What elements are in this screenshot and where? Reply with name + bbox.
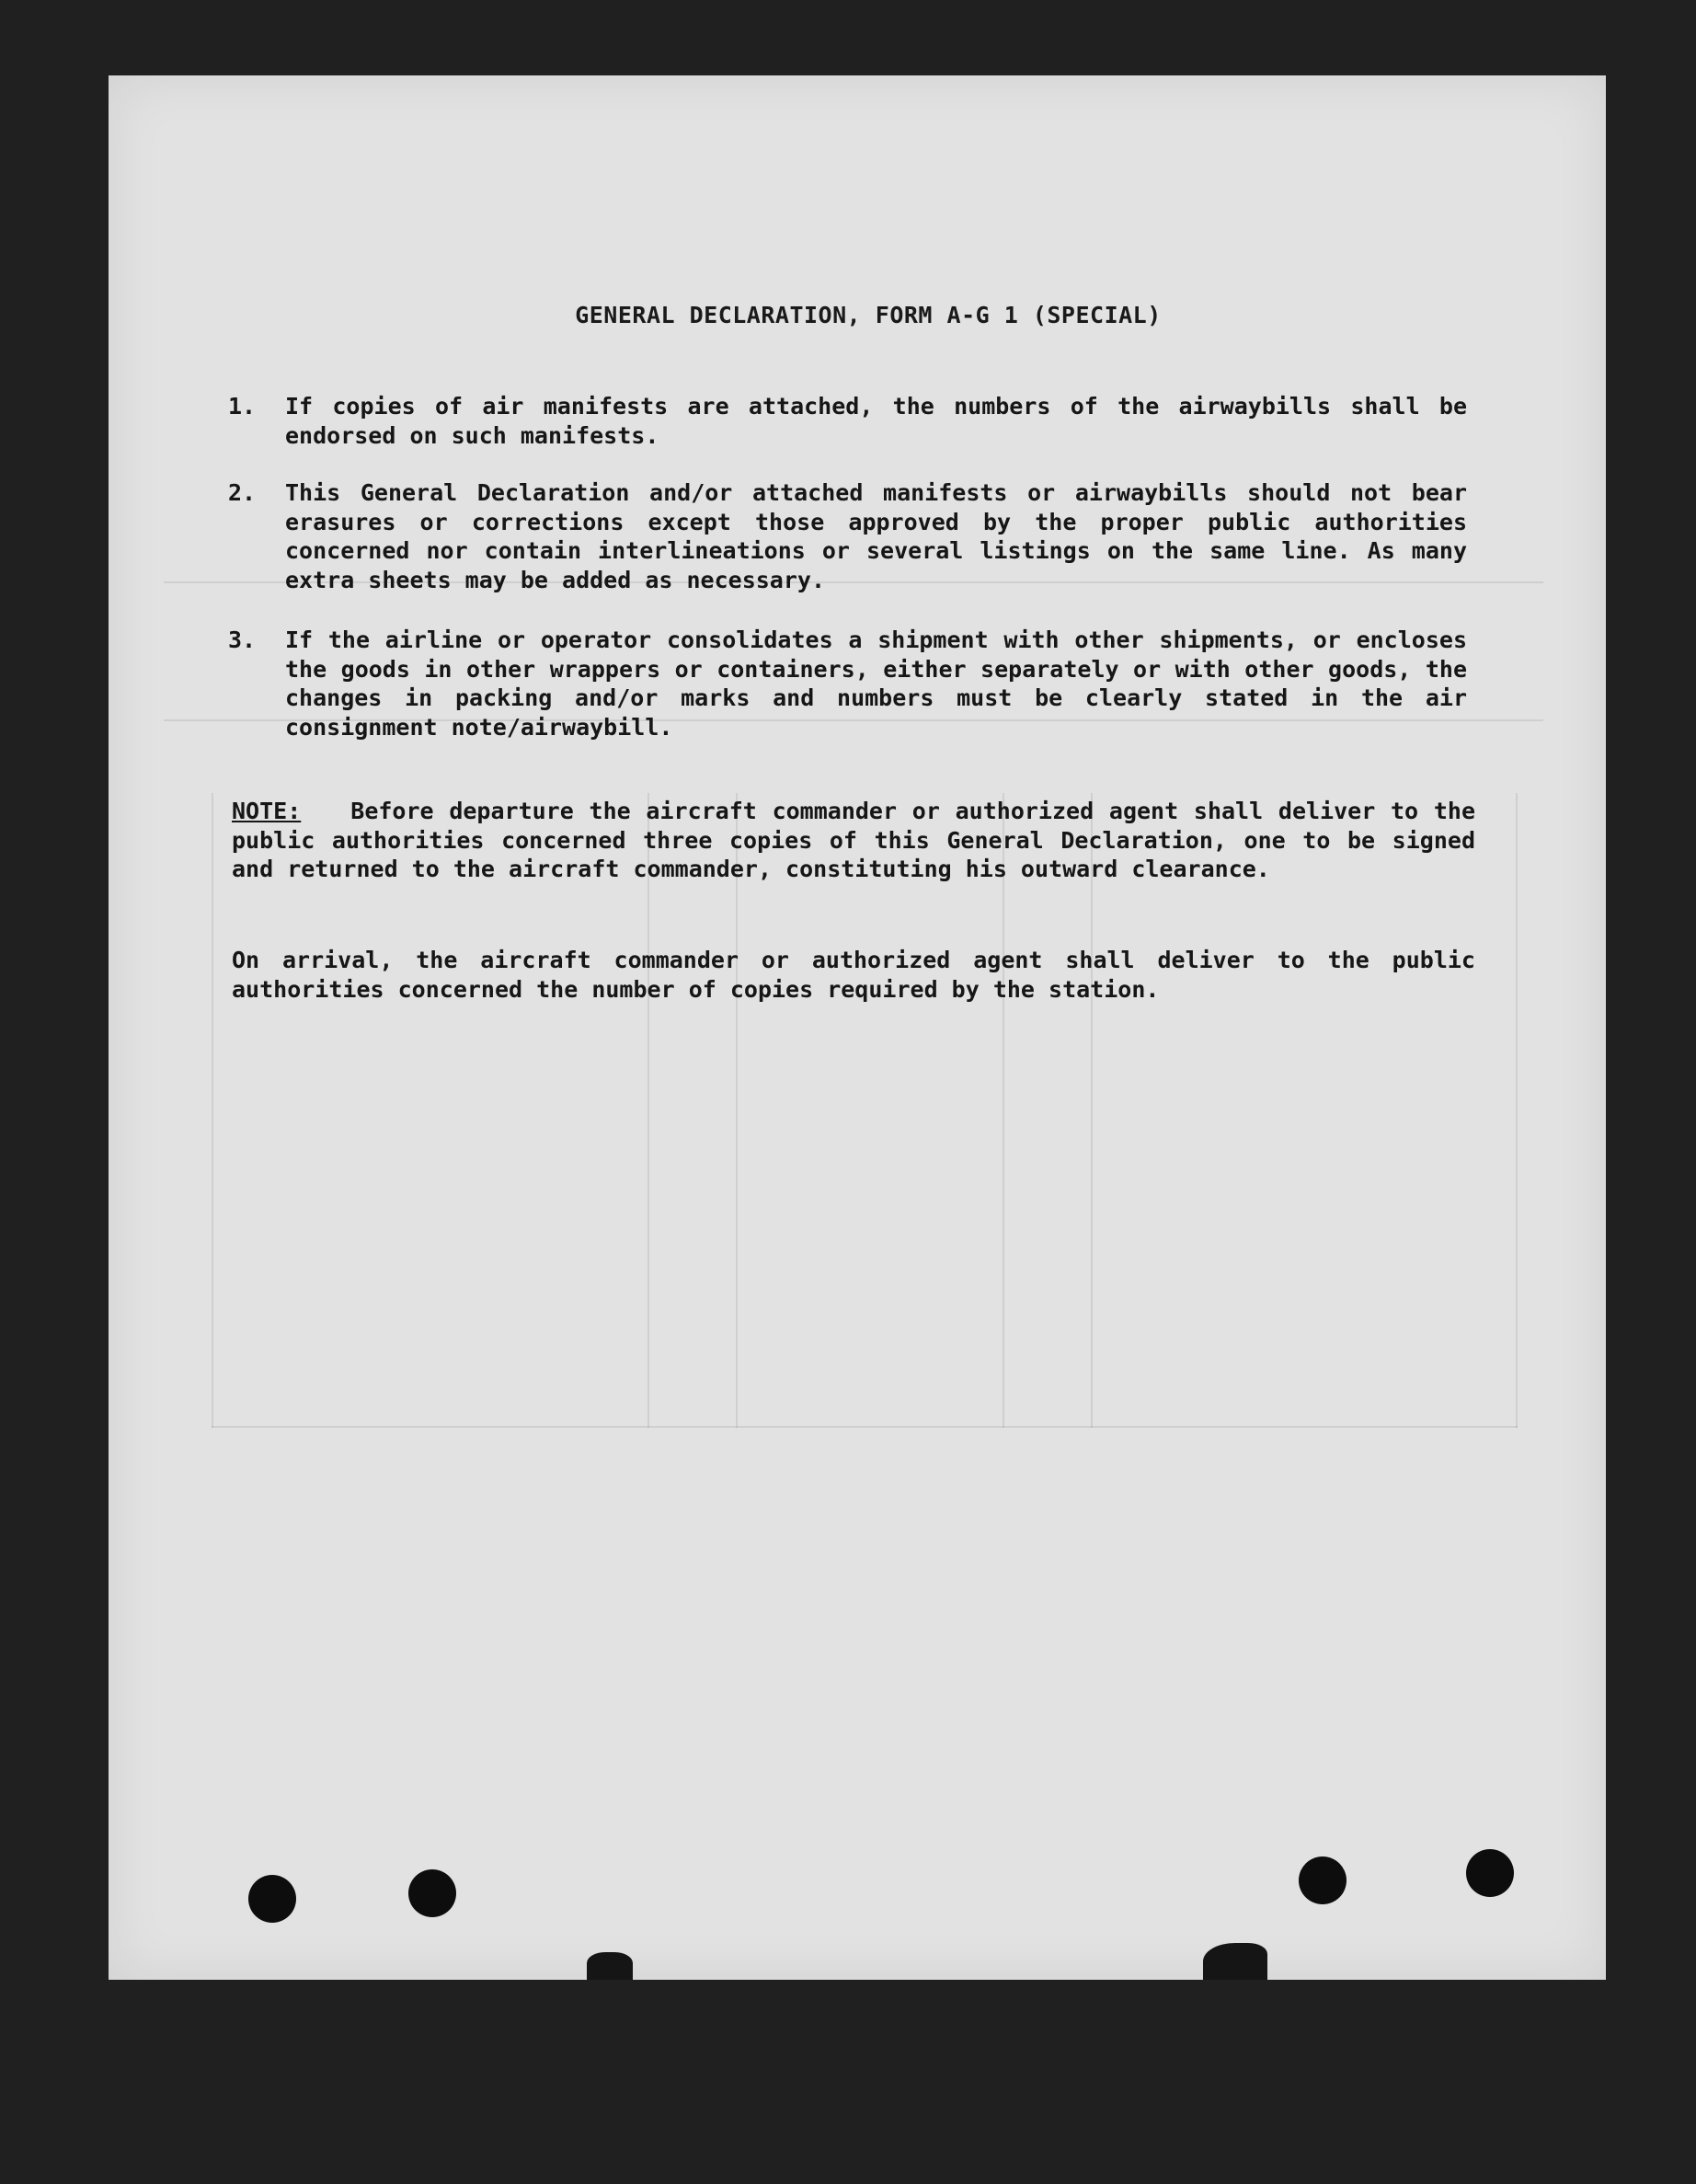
item-number: 3.: [228, 626, 257, 653]
page-title: GENERAL DECLARATION, FORM A-G 1 (SPECIAL): [575, 302, 1162, 328]
instruction-item-2: [228, 478, 1479, 594]
instruction-item-1: [228, 392, 1479, 450]
punch-hole: [248, 1875, 296, 1923]
bleed-through-line: [1003, 793, 1004, 1428]
punch-hole: [408, 1869, 456, 1917]
item-text: If the airline or operator consolidates a shipment with other shipments, or encloses the goods in other wrappers or containers, either separately or with other goods, the changes in packing and/or marks and numbers must be clearly stated in the air consignment note/airwaybill.: [285, 626, 1467, 741]
torn-edge-mark: [1203, 1943, 1267, 1980]
bleed-through-line: [647, 793, 649, 1428]
item-number: 1.: [228, 393, 257, 420]
arrival-paragraph: On arrival, the aircraft commander or authorized agent shall deliver to the public authorities concerned the number of copies required by the station.: [232, 947, 1475, 1003]
bleed-through-line: [736, 793, 738, 1428]
item-number: 2.: [228, 479, 257, 506]
item-text: If copies of air manifests are attached, the numbers of the airwaybills shall be endorsed on such manifests.: [285, 393, 1467, 449]
bleed-through-line: [212, 793, 213, 1428]
punch-hole: [1299, 1856, 1346, 1904]
torn-edge-mark: [587, 1952, 633, 1980]
bleed-through-line: [1091, 793, 1093, 1428]
document-page: [109, 75, 1606, 1980]
item-text: This General Declaration and/or attached manifests or airwaybills should not bear erasures or corrections except those approved by the proper public authorities concerned nor contain interlineations or several listings on the same line. As many extra sheets may be added as necessary.: [285, 479, 1467, 593]
instruction-item-3: [228, 626, 1479, 741]
bleed-through-line: [212, 1426, 1518, 1428]
note-text: Before departure the aircraft commander or authorized agent shall deliver to the public authorities concerned three copies of this General Declaration, one to be signed and returned to the aircraft commander, constituting his outward clearance.: [232, 798, 1475, 882]
punch-hole: [1466, 1849, 1514, 1897]
note-paragraph: [232, 797, 1475, 884]
note-label: NOTE:: [232, 798, 302, 824]
bleed-through-line: [1516, 793, 1518, 1428]
